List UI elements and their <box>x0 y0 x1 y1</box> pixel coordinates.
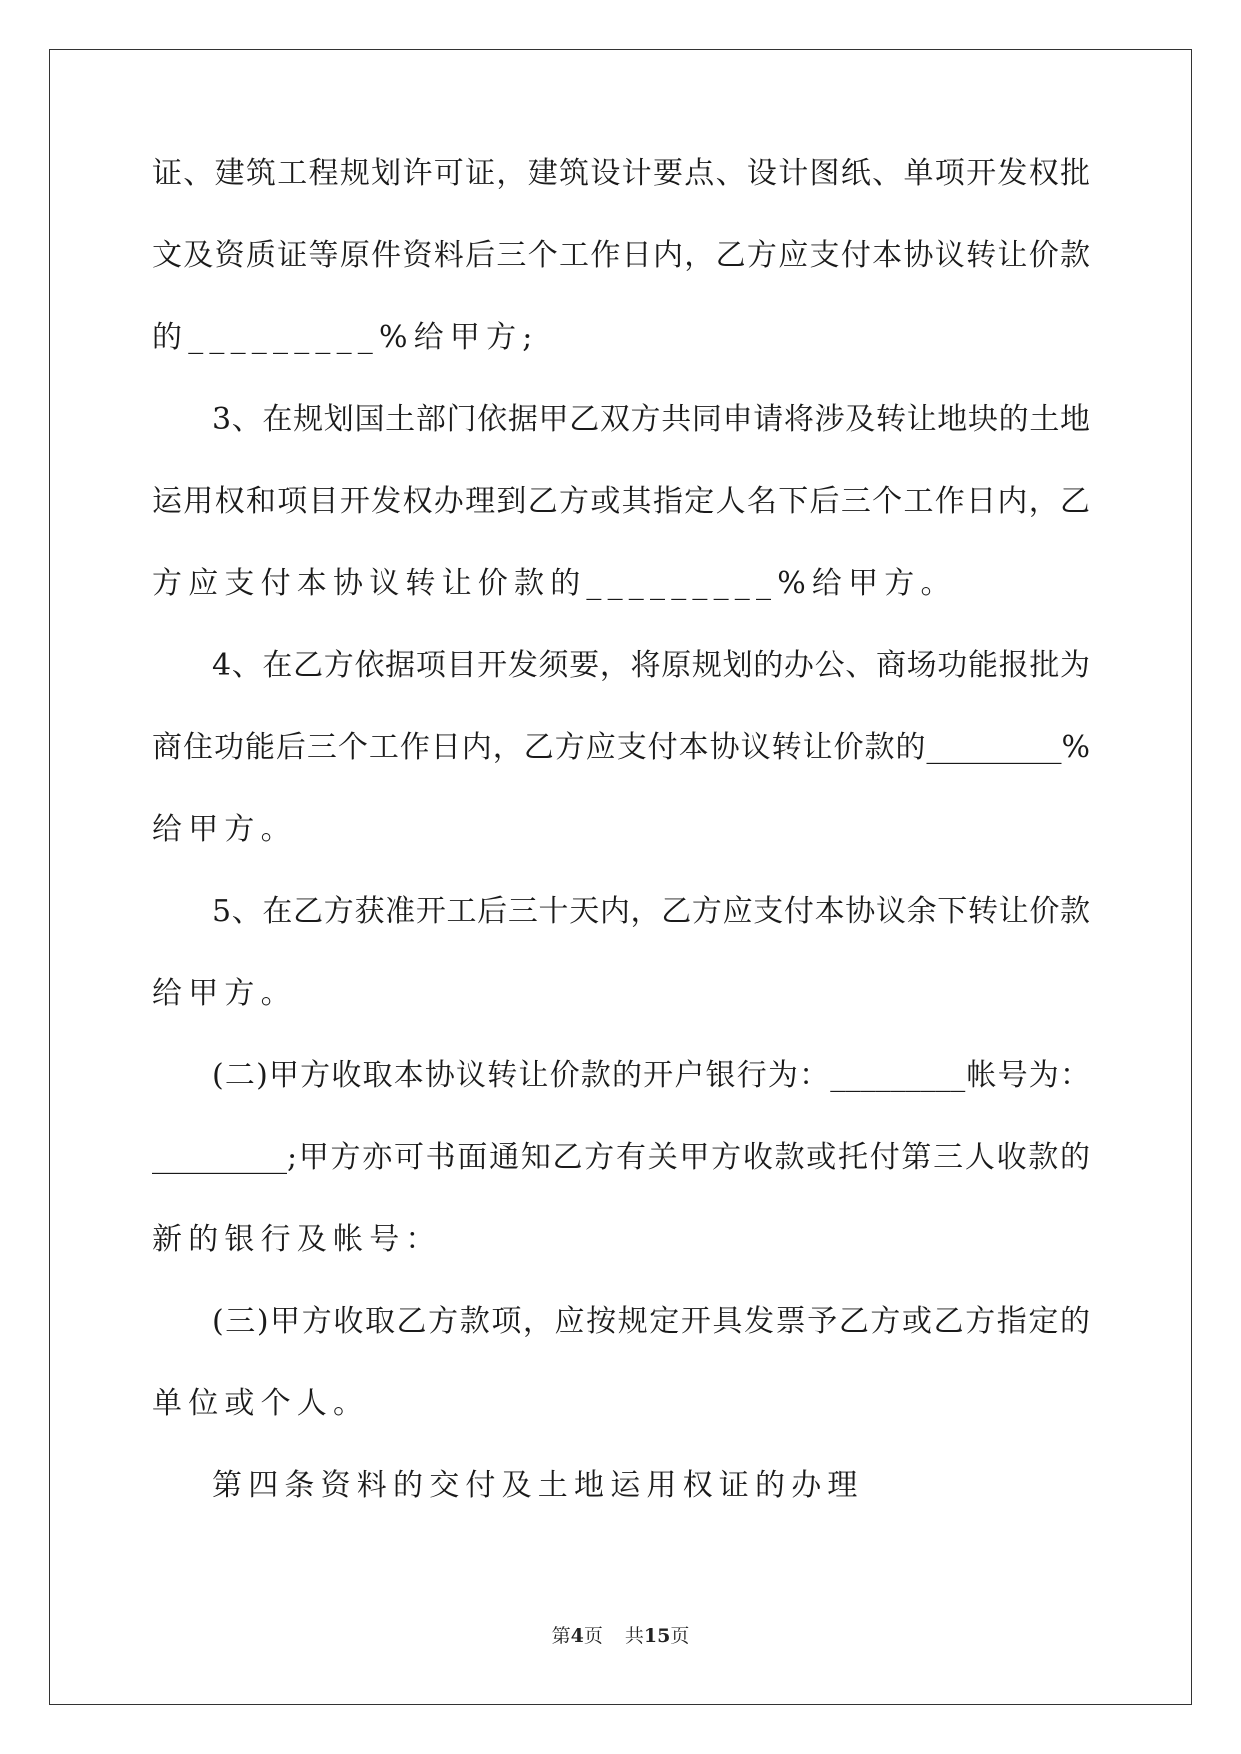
text-line: 方应支付本协议转让价款的_________%给甲方。 <box>152 566 957 601</box>
document-body <box>152 154 1090 1548</box>
text-line: 5、在乙方获准开工后三十天内，乙方应支付本协议余下转让价款 <box>212 894 1090 929</box>
total-label-prefix: 共 <box>624 1625 644 1647</box>
text-line: 证、建筑工程规划许可证，建筑设计要点、设计图纸、单项开发权批 <box>152 156 1090 191</box>
total-label-suffix: 页 <box>670 1625 690 1647</box>
page-label-prefix: 第 <box>551 1625 571 1647</box>
page-label-suffix: 页 <box>583 1625 603 1647</box>
text-line: 文及资质证等原件资料后三个工作日内，乙方应支付本协议转让价款 <box>152 238 1090 273</box>
text-line: 的_________%给甲方; <box>152 320 539 355</box>
text-line: 给甲方。 <box>152 976 297 1011</box>
current-page-number: 4 <box>570 1625 584 1647</box>
text-line: 新的银行及帐号： <box>152 1222 442 1257</box>
text-line: 单位或个人。 <box>152 1386 370 1421</box>
text-line: _________;甲方亦可书面通知乙方有关甲方收款或托付第三人收款的 <box>152 1140 1090 1175</box>
text-line: 3、在规划国土部门依据甲乙双方共同申请将涉及转让地块的土地 <box>212 402 1090 437</box>
text-line: 商住功能后三个工作日内，乙方应支付本协议转让价款的_________% <box>152 730 1090 765</box>
total-page-count: 15 <box>643 1625 671 1647</box>
text-line: 运用权和项目开发权办理到乙方或其指定人名下后三个工作日内，乙 <box>152 484 1090 519</box>
text-line: 给甲方。 <box>152 812 297 847</box>
section-heading: 第四条资料的交付及土地运用权证的办理 <box>212 1468 864 1503</box>
text-line: 4、在乙方依据项目开发须要，将原规划的办公、商场功能报批为 <box>212 648 1090 683</box>
text-line: (二)甲方收取本协议转让价款的开户银行为：_________帐号为： <box>212 1058 1090 1093</box>
page-footer <box>0 1624 1241 1648</box>
text-line: (三)甲方收取乙方款项，应按规定开具发票予乙方或乙方指定的 <box>212 1304 1090 1339</box>
